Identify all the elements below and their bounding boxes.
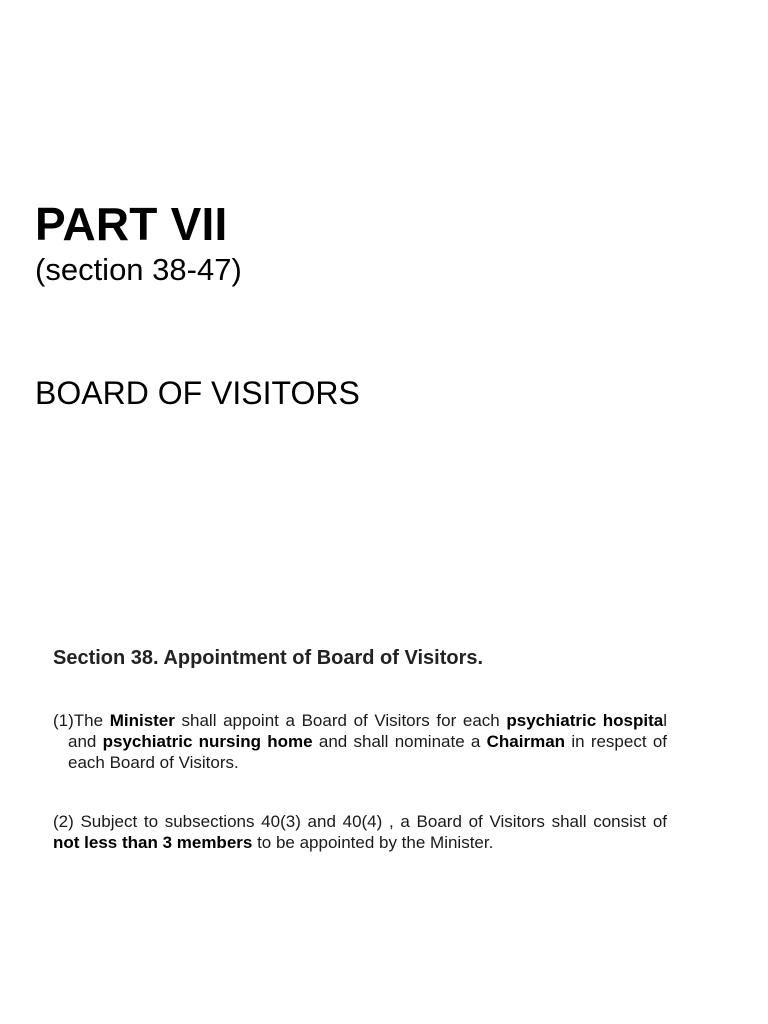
para1-run: (1)The xyxy=(53,711,110,730)
para1-run-bold: Minister xyxy=(109,711,175,730)
subsection-1-paragraph xyxy=(53,710,667,773)
subsection-2-paragraph xyxy=(53,811,667,853)
para1-run-bold: psychiatric nursing home xyxy=(102,732,313,751)
para1-run: each xyxy=(462,711,500,730)
para2-run-bold: not less than 3 members xyxy=(53,833,253,852)
para1-run-bold: psychiatric hospita xyxy=(506,711,664,730)
part-title: PART VII xyxy=(35,198,228,250)
para1-run: and shall nominate a xyxy=(312,732,487,751)
slide-section-38 xyxy=(0,512,768,1024)
part-subtitle: (section 38-47) xyxy=(35,252,242,287)
para1-run: shall appoint a Board of Visitors for xyxy=(174,711,463,730)
para2-run: to be appointed by the Minister. xyxy=(252,833,494,852)
para1-run-bold: Chairman xyxy=(486,732,566,751)
section-heading: Section 38. Appointment of Board of Visitors. xyxy=(53,647,484,669)
para1-run: l and xyxy=(68,711,668,751)
para2-run: (2) Subject to subsections 40(3) and 40(4) , a Board of Visitors shall consist of xyxy=(53,812,667,831)
board-heading: BOARD OF VISITORS xyxy=(35,375,360,411)
para1-run: in respect of each Board of Visitors. xyxy=(68,732,668,772)
